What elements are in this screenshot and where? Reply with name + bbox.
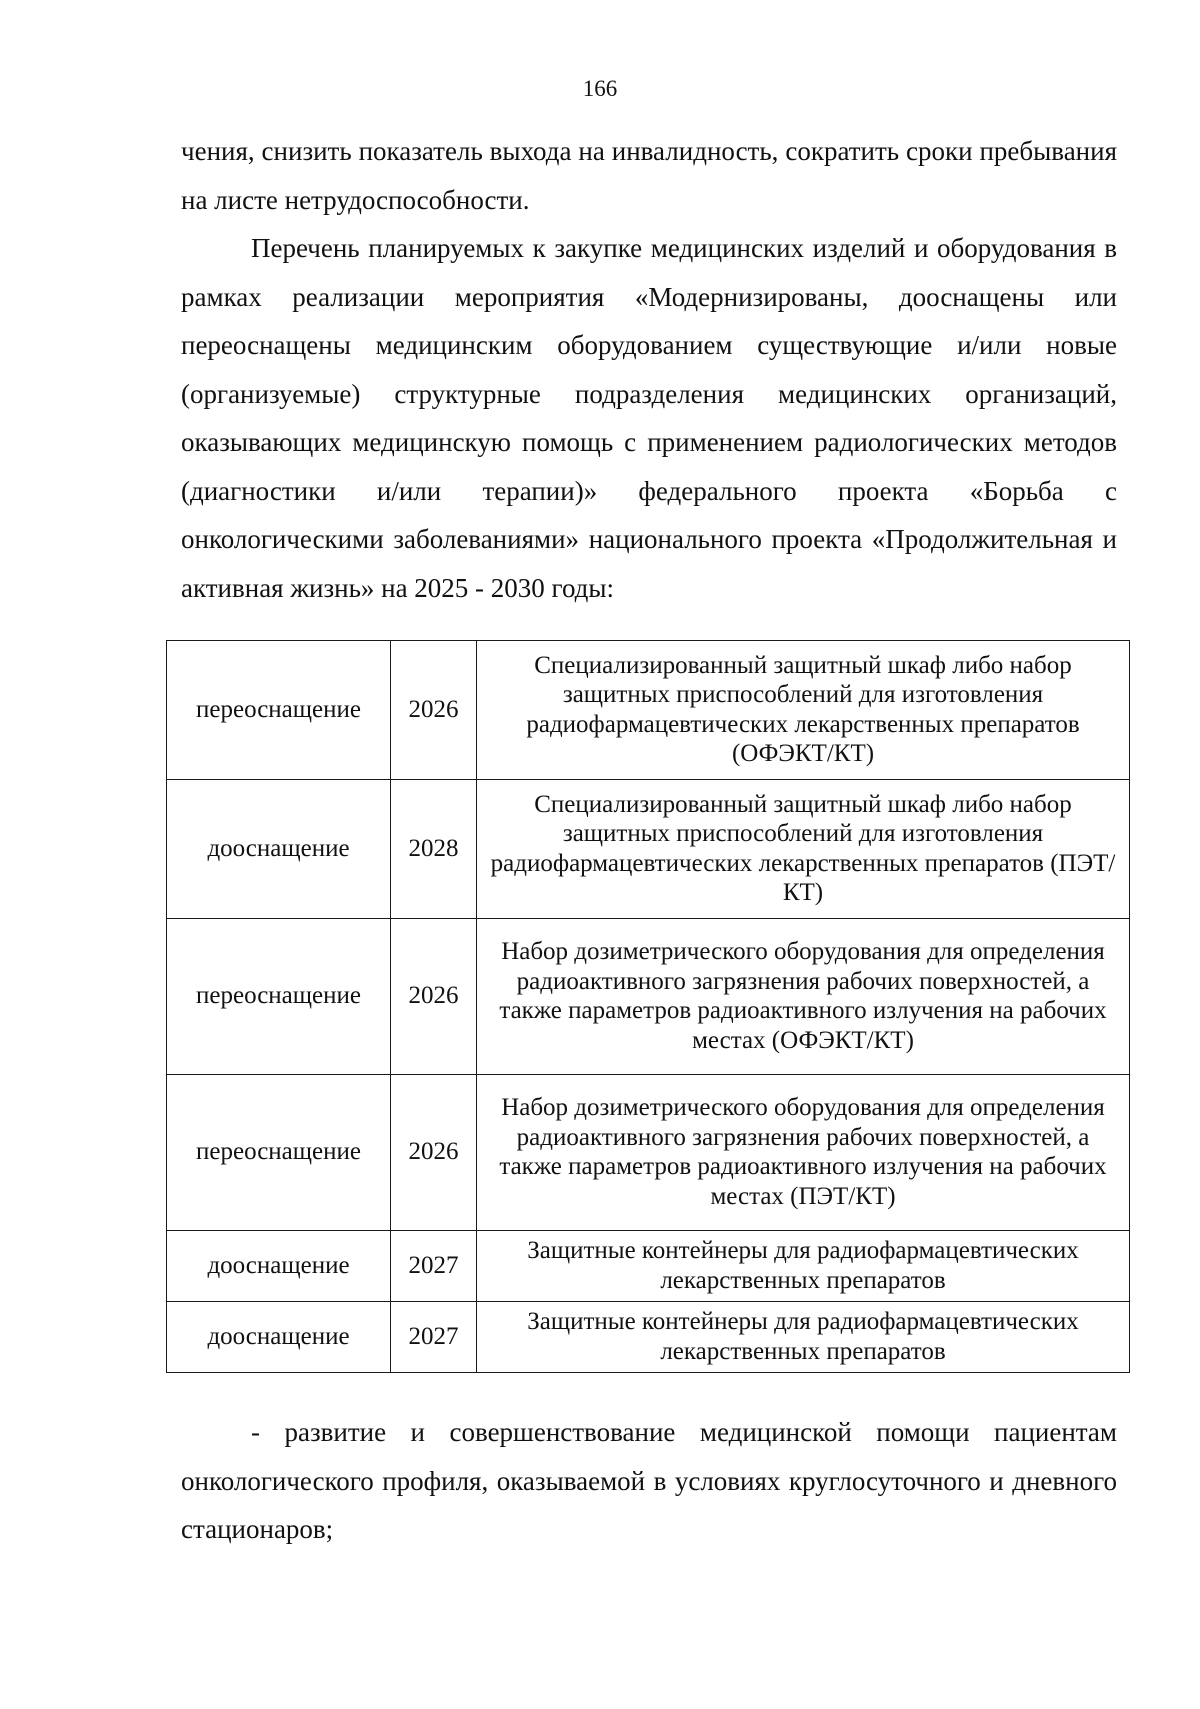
description-cell: Защитные контейнеры для радиофармацевтических лекарственных препаратов bbox=[477, 1231, 1130, 1302]
year-cell: 2027 bbox=[391, 1231, 477, 1302]
equipment-table bbox=[166, 640, 1130, 1373]
action-cell: переоснащение bbox=[167, 919, 391, 1075]
table-row bbox=[167, 1075, 1130, 1231]
year-cell: 2028 bbox=[391, 780, 477, 919]
year-cell: 2026 bbox=[391, 919, 477, 1075]
bullet-paragraph: - развитие и совершенствование медицинской помощи пациентам онкологического профиля, оказываемой в условиях круглосуточного и дневного стационаров; bbox=[181, 1417, 1117, 1544]
year-cell: 2026 bbox=[391, 641, 477, 780]
intro-paragraph: Перечень планируемых к закупке медицинских изделий и оборудования в рамках реализации мероприятия «Модернизированы, дооснащены или переоснащены медицинским оборудованием существующие и/или новые (организуемые) структурные подразделения медицинских организаций, оказывающих медицинскую помощь с применением радиологических методов (диагностики и/или терапии)» федерального проекта «Борьба с онкологическими заболеваниями» национального проекта «Продолжительная и активная жизнь» на 2025 - 2030 годы: bbox=[181, 233, 1117, 603]
table-row bbox=[167, 1302, 1130, 1373]
description-cell: Набор дозиметрического оборудования для определения радиоактивного загрязнения рабочих поверхностей, а также параметров радиоактивного излучения на рабочих местах (ОФЭКТ/КТ) bbox=[477, 919, 1130, 1075]
table-row bbox=[167, 1231, 1130, 1302]
description-cell: Специализированный защитный шкаф либо набор защитных приспособлений для изготовления радиофармацевтических лекарственных препаратов (ОФЭКТ/КТ) bbox=[477, 641, 1130, 780]
table-row bbox=[167, 780, 1130, 919]
action-cell: переоснащение bbox=[167, 1075, 391, 1231]
description-cell: Специализированный защитный шкаф либо набор защитных приспособлений для изготовления радиофармацевтических лекарственных препаратов (ПЭТ/КТ) bbox=[477, 780, 1130, 919]
action-cell: дооснащение bbox=[167, 1231, 391, 1302]
action-cell: переоснащение bbox=[167, 641, 391, 780]
action-cell: дооснащение bbox=[167, 780, 391, 919]
page-number: 166 bbox=[582, 76, 618, 101]
year-cell: 2026 bbox=[391, 1075, 477, 1231]
action-cell: дооснащение bbox=[167, 1302, 391, 1373]
table-row bbox=[167, 641, 1130, 780]
description-cell: Набор дозиметрического оборудования для определения радиоактивного загрязнения рабочих поверхностей, а также параметров радиоактивного излучения на рабочих местах (ПЭТ/КТ) bbox=[477, 1075, 1130, 1231]
table-row bbox=[167, 919, 1130, 1075]
description-cell: Защитные контейнеры для радиофармацевтических лекарственных препаратов bbox=[477, 1302, 1130, 1373]
year-cell: 2027 bbox=[391, 1302, 477, 1373]
continuation-paragraph: чения, снизить показатель выхода на инвалидность, сократить сроки пребывания на листе нетрудоспособности. bbox=[181, 136, 1117, 215]
